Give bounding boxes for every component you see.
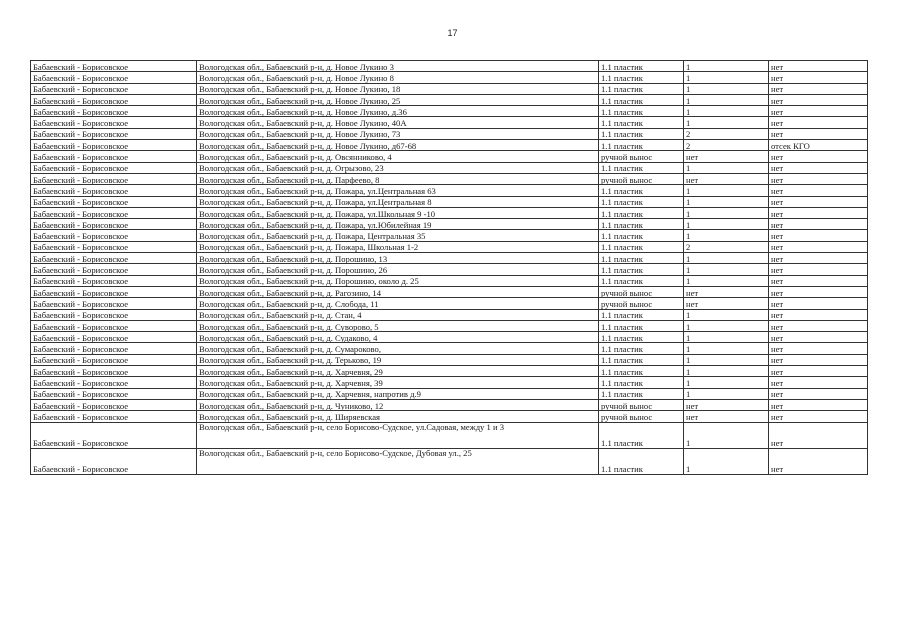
table-cell-district: Бабаевский - Борисовское — [31, 399, 197, 410]
table-cell-kgo: отсек КГО — [769, 140, 868, 151]
table-row — [31, 230, 868, 241]
table-row — [31, 286, 868, 297]
table-cell-district: Бабаевский - Борисовское — [31, 128, 197, 139]
table-cell-count: 1 — [684, 366, 769, 377]
table-cell-count: 1 — [684, 230, 769, 241]
table-row — [31, 61, 868, 72]
table-cell-address: Вологодская обл., Бабаевский р-н, д. Порошино, 26 — [197, 264, 599, 275]
table-cell-address: Вологодская обл., Бабаевский р-н, д. Новое Лукино, д.36 — [197, 106, 599, 117]
table-cell-district: Бабаевский - Борисовское — [31, 366, 197, 377]
table-cell-kgo: нет — [769, 411, 868, 422]
table-cell-district: Бабаевский - Борисовское — [31, 253, 197, 264]
table-row — [31, 411, 868, 422]
table-row — [31, 207, 868, 218]
table-row — [31, 241, 868, 252]
table-cell-count: 1 — [684, 448, 769, 474]
table-cell-district: Бабаевский - Борисовское — [31, 151, 197, 162]
table-cell-container: 1.1 пластик — [599, 320, 684, 331]
table-cell-address: Вологодская обл., Бабаевский р-н, д. Новое Лукино, д67-68 — [197, 140, 599, 151]
table-cell-district: Бабаевский - Борисовское — [31, 241, 197, 252]
table-cell-count: 1 — [684, 422, 769, 448]
table-row — [31, 377, 868, 388]
table-row — [31, 399, 868, 410]
table-cell-count: 1 — [684, 388, 769, 399]
table-cell-count: 1 — [684, 72, 769, 83]
table-cell-district: Бабаевский - Борисовское — [31, 275, 197, 286]
table-cell-kgo: нет — [769, 173, 868, 184]
table-cell-container: 1.1 пластик — [599, 332, 684, 343]
table-cell-container: 1.1 пластик — [599, 230, 684, 241]
table-cell-kgo: нет — [769, 72, 868, 83]
table-cell-count: 1 — [684, 185, 769, 196]
table-cell-address: Вологодская обл., Бабаевский р-н, д. Сумароково, — [197, 343, 599, 354]
table-row — [31, 448, 868, 474]
table-cell-address: Вологодская обл., Бабаевский р-н, д. Пожара, ул.Юбилейная 19 — [197, 219, 599, 230]
table-cell-district: Бабаевский - Борисовское — [31, 117, 197, 128]
table-cell-address: Вологодская обл., Бабаевский р-н, д. Пожара, Центральная 35 — [197, 230, 599, 241]
table-cell-container: ручной вынос — [599, 286, 684, 297]
table-cell-count: нет — [684, 399, 769, 410]
table-row — [31, 117, 868, 128]
table-cell-container: 1.1 пластик — [599, 94, 684, 105]
table-row — [31, 162, 868, 173]
table-cell-kgo: нет — [769, 253, 868, 264]
table-cell-count: 1 — [684, 264, 769, 275]
table-cell-count: 1 — [684, 253, 769, 264]
table-cell-address: Вологодская обл., Бабаевский р-н, д. Огрызово, 23 — [197, 162, 599, 173]
table-cell-district: Бабаевский - Борисовское — [31, 354, 197, 365]
table-cell-district: Бабаевский - Борисовское — [31, 185, 197, 196]
table-cell-count: нет — [684, 151, 769, 162]
table-cell-address: Вологодская обл., Бабаевский р-н, д. Новое Лукино 3 — [197, 61, 599, 72]
table-cell-count: нет — [684, 411, 769, 422]
table-cell-kgo: нет — [769, 83, 868, 94]
table-cell-container: 1.1 пластик — [599, 241, 684, 252]
table-cell-kgo: нет — [769, 354, 868, 365]
table-row — [31, 275, 868, 286]
table-cell-address: Вологодская обл., Бабаевский р-н, село Борисово-Судское, ул.Садовая, между 1 и 3 — [197, 422, 599, 448]
table-cell-kgo: нет — [769, 309, 868, 320]
table-cell-kgo: нет — [769, 185, 868, 196]
table-cell-kgo: нет — [769, 117, 868, 128]
table-cell-address: Вологодская обл., Бабаевский р-н, д. Порошино, около д. 25 — [197, 275, 599, 286]
table-cell-address: Вологодская обл., Бабаевский р-н, д. Парфеево, 8 — [197, 173, 599, 184]
table-cell-container: 1.1 пластик — [599, 207, 684, 218]
table-cell-address: Вологодская обл., Бабаевский р-н, д. Пожара, Школьная 1-2 — [197, 241, 599, 252]
table-body — [31, 61, 868, 475]
table-row — [31, 173, 868, 184]
table-cell-kgo: нет — [769, 207, 868, 218]
table-cell-address: Вологодская обл., Бабаевский р-н, д. Новое Лукино, 40А — [197, 117, 599, 128]
table-cell-district: Бабаевский - Борисовское — [31, 230, 197, 241]
table-cell-container: 1.1 пластик — [599, 83, 684, 94]
table-cell-container: 1.1 пластик — [599, 106, 684, 117]
table-cell-district: Бабаевский - Борисовское — [31, 411, 197, 422]
table-cell-container: ручной вынос — [599, 298, 684, 309]
table-cell-address: Вологодская обл., Бабаевский р-н, д. Стан, 4 — [197, 309, 599, 320]
table-cell-kgo: нет — [769, 366, 868, 377]
table-cell-count: 1 — [684, 162, 769, 173]
table-cell-container: 1.1 пластик — [599, 422, 684, 448]
table-cell-address: Вологодская обл., Бабаевский р-н, д. Суворово, 5 — [197, 320, 599, 331]
table-cell-district: Бабаевский - Борисовское — [31, 309, 197, 320]
table-cell-count: 1 — [684, 343, 769, 354]
table-cell-district: Бабаевский - Борисовское — [31, 286, 197, 297]
table-cell-address: Вологодская обл., Бабаевский р-н, д. Пожара, ул.Центральная 8 — [197, 196, 599, 207]
table-cell-address: Вологодская обл., Бабаевский р-н, д. Новое Лукино, 73 — [197, 128, 599, 139]
table-cell-kgo: нет — [769, 196, 868, 207]
table-cell-kgo: нет — [769, 286, 868, 297]
table-row — [31, 72, 868, 83]
table-cell-address: Вологодская обл., Бабаевский р-н, д. Чуниково, 12 — [197, 399, 599, 410]
table-cell-container: 1.1 пластик — [599, 162, 684, 173]
table-cell-address: Вологодская обл., Бабаевский р-н, д. Новое Лукино, 18 — [197, 83, 599, 94]
table-cell-container: 1.1 пластик — [599, 264, 684, 275]
table-cell-container: 1.1 пластик — [599, 140, 684, 151]
table-cell-container: 1.1 пластик — [599, 253, 684, 264]
table-row — [31, 128, 868, 139]
table-row — [31, 343, 868, 354]
table-cell-kgo: нет — [769, 264, 868, 275]
table-cell-count: 1 — [684, 354, 769, 365]
table-cell-count: 1 — [684, 83, 769, 94]
table-cell-district: Бабаевский - Борисовское — [31, 298, 197, 309]
data-table — [30, 60, 868, 475]
table-cell-container: 1.1 пластик — [599, 117, 684, 128]
table-cell-count: нет — [684, 173, 769, 184]
table-cell-kgo: нет — [769, 298, 868, 309]
table-row — [31, 366, 868, 377]
table-cell-address: Вологодская обл., Бабаевский р-н, д. Харчевня, напротив д.9 — [197, 388, 599, 399]
table-cell-kgo: нет — [769, 241, 868, 252]
table-cell-district: Бабаевский - Борисовское — [31, 448, 197, 474]
table-cell-count: 1 — [684, 275, 769, 286]
table-cell-address: Вологодская обл., Бабаевский р-н, д. Пожара, ул.Школьная 9 -10 — [197, 207, 599, 218]
table-cell-district: Бабаевский - Борисовское — [31, 343, 197, 354]
table-cell-count: нет — [684, 286, 769, 297]
table-cell-container: 1.1 пластик — [599, 309, 684, 320]
table-cell-container: 1.1 пластик — [599, 448, 684, 474]
table-cell-count: 2 — [684, 140, 769, 151]
table-cell-kgo: нет — [769, 151, 868, 162]
table-cell-district: Бабаевский - Борисовское — [31, 106, 197, 117]
table-cell-container: ручной вынос — [599, 151, 684, 162]
table-row — [31, 309, 868, 320]
table-cell-address: Вологодская обл., Бабаевский р-н, д. Слобода, 11 — [197, 298, 599, 309]
table-cell-count: 1 — [684, 94, 769, 105]
table-row — [31, 83, 868, 94]
table-cell-count: 1 — [684, 106, 769, 117]
table-cell-address: Вологодская обл., Бабаевский р-н, д. Терьково, 19 — [197, 354, 599, 365]
table-row — [31, 332, 868, 343]
table-row — [31, 106, 868, 117]
table-cell-count: 2 — [684, 128, 769, 139]
table-cell-district: Бабаевский - Борисовское — [31, 264, 197, 275]
table-cell-district: Бабаевский - Борисовское — [31, 219, 197, 230]
table-cell-district: Бабаевский - Борисовское — [31, 162, 197, 173]
table-cell-container: ручной вынос — [599, 173, 684, 184]
table-cell-district: Бабаевский - Борисовское — [31, 83, 197, 94]
table-cell-district: Бабаевский - Борисовское — [31, 332, 197, 343]
table-cell-address: Вологодская обл., Бабаевский р-н, д. Судаково, 4 — [197, 332, 599, 343]
table-cell-address: Вологодская обл., Бабаевский р-н, д. Порошино, 13 — [197, 253, 599, 264]
table-cell-kgo: нет — [769, 61, 868, 72]
table-cell-address: Вологодская обл., Бабаевский р-н, д. Пожара, ул.Центральная 63 — [197, 185, 599, 196]
table-cell-count: 1 — [684, 377, 769, 388]
table-cell-container: 1.1 пластик — [599, 196, 684, 207]
table-row — [31, 320, 868, 331]
table-cell-container: 1.1 пластик — [599, 185, 684, 196]
table-cell-kgo: нет — [769, 230, 868, 241]
table-cell-address: Вологодская обл., Бабаевский р-н, д. Ширяевская — [197, 411, 599, 422]
table-cell-container: 1.1 пластик — [599, 275, 684, 286]
page-number: 17 — [447, 28, 458, 38]
table-cell-container: 1.1 пластик — [599, 354, 684, 365]
table-cell-district: Бабаевский - Борисовское — [31, 320, 197, 331]
table-cell-district: Бабаевский - Борисовское — [31, 72, 197, 83]
table-row — [31, 151, 868, 162]
table-row — [31, 298, 868, 309]
table-cell-container: 1.1 пластик — [599, 61, 684, 72]
table-cell-count: 1 — [684, 61, 769, 72]
table-cell-kgo: нет — [769, 275, 868, 286]
table-row — [31, 253, 868, 264]
table-cell-district: Бабаевский - Борисовское — [31, 61, 197, 72]
table-cell-kgo: нет — [769, 162, 868, 173]
table-cell-container: 1.1 пластик — [599, 377, 684, 388]
table-cell-address: Вологодская обл., Бабаевский р-н, д. Рагозино, 14 — [197, 286, 599, 297]
table-cell-count: 1 — [684, 207, 769, 218]
table-row — [31, 94, 868, 105]
table-cell-district: Бабаевский - Борисовское — [31, 422, 197, 448]
table-row — [31, 422, 868, 448]
table-cell-count: 1 — [684, 117, 769, 128]
table-row — [31, 140, 868, 151]
table-cell-kgo: нет — [769, 377, 868, 388]
table-cell-kgo: нет — [769, 399, 868, 410]
table-cell-address: Вологодская обл., Бабаевский р-н, д. Новое Лукино 8 — [197, 72, 599, 83]
table-cell-address: Вологодская обл., Бабаевский р-н, д. Овсянниково, 4 — [197, 151, 599, 162]
table-cell-count: 1 — [684, 219, 769, 230]
table-cell-container: ручной вынос — [599, 411, 684, 422]
table-cell-district: Бабаевский - Борисовское — [31, 388, 197, 399]
table-cell-kgo: нет — [769, 128, 868, 139]
table-cell-kgo: нет — [769, 448, 868, 474]
table-row — [31, 264, 868, 275]
table-row — [31, 196, 868, 207]
table-cell-kgo: нет — [769, 332, 868, 343]
table-cell-kgo: нет — [769, 320, 868, 331]
table-row — [31, 388, 868, 399]
table-cell-container: 1.1 пластик — [599, 388, 684, 399]
table-cell-district: Бабаевский - Борисовское — [31, 377, 197, 388]
table-cell-count: нет — [684, 298, 769, 309]
table-cell-district: Бабаевский - Борисовское — [31, 173, 197, 184]
table-cell-kgo: нет — [769, 106, 868, 117]
table-cell-kgo: нет — [769, 388, 868, 399]
table-cell-address: Вологодская обл., Бабаевский р-н, село Борисово-Судское, Дубовая ул., 25 — [197, 448, 599, 474]
table-cell-container: ручной вынос — [599, 399, 684, 410]
table-cell-container: 1.1 пластик — [599, 366, 684, 377]
table-cell-container: 1.1 пластик — [599, 219, 684, 230]
table-cell-count: 1 — [684, 309, 769, 320]
table-cell-count: 1 — [684, 196, 769, 207]
table-cell-kgo: нет — [769, 219, 868, 230]
table-cell-district: Бабаевский - Борисовское — [31, 140, 197, 151]
table-cell-address: Вологодская обл., Бабаевский р-н, д. Харчевня, 39 — [197, 377, 599, 388]
table-row — [31, 354, 868, 365]
table-cell-address: Вологодская обл., Бабаевский р-н, д. Новое Лукино, 25 — [197, 94, 599, 105]
table-cell-kgo: нет — [769, 343, 868, 354]
table-row — [31, 185, 868, 196]
table-cell-container: 1.1 пластик — [599, 128, 684, 139]
table-cell-address: Вологодская обл., Бабаевский р-н, д. Харчевня, 29 — [197, 366, 599, 377]
table-cell-district: Бабаевский - Борисовское — [31, 196, 197, 207]
table-cell-container: 1.1 пластик — [599, 343, 684, 354]
table-cell-kgo: нет — [769, 422, 868, 448]
table-cell-count: 1 — [684, 332, 769, 343]
table-cell-district: Бабаевский - Борисовское — [31, 94, 197, 105]
table-cell-district: Бабаевский - Борисовское — [31, 207, 197, 218]
table-cell-container: 1.1 пластик — [599, 72, 684, 83]
table-cell-count: 1 — [684, 320, 769, 331]
table-cell-kgo: нет — [769, 94, 868, 105]
table-cell-count: 2 — [684, 241, 769, 252]
table-row — [31, 219, 868, 230]
